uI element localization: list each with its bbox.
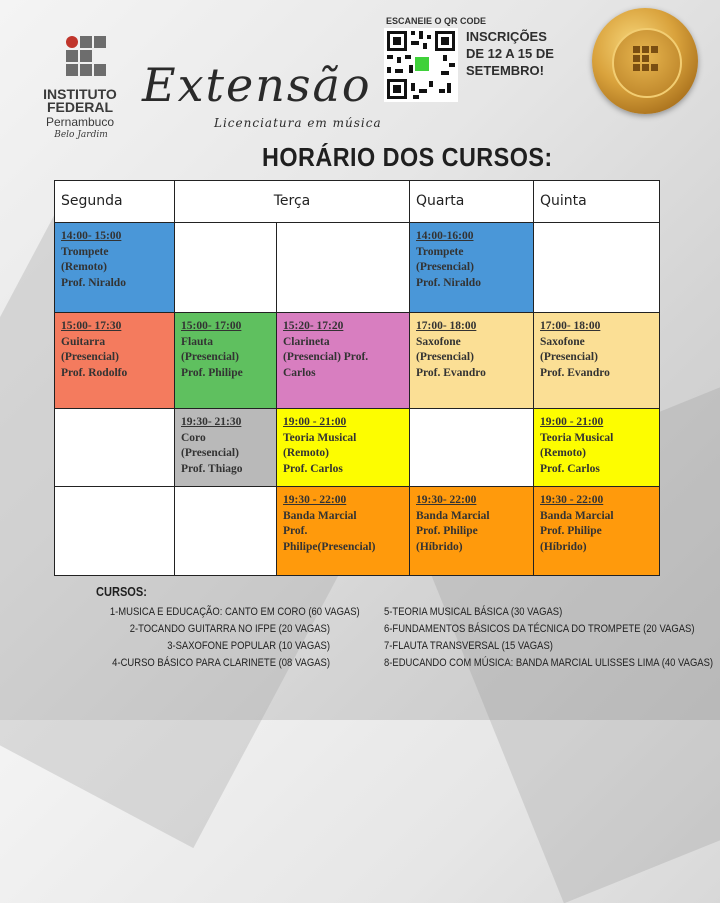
slot-line: Teoria Musical (283, 431, 357, 444)
schedule-slot (277, 409, 410, 487)
slot-line: (Presencial) Prof. (283, 351, 369, 363)
schedule-heading: HORÁRIO DOS CURSOS: (262, 142, 553, 172)
slot-time: 19:00 - 21:00 (540, 416, 604, 428)
day-header: Quinta (534, 181, 659, 223)
day-header: Terça (175, 181, 410, 223)
institution-state: Pernambuco (45, 115, 115, 129)
schedule-slot (277, 487, 410, 575)
slot-line: Prof. (283, 525, 308, 537)
slot-line: (Presencial) (181, 447, 239, 459)
registration-notice: INSCRIÇÕES DE 12 A 15 DE SETEMBRO! (466, 29, 554, 78)
slot-time: 15:00- 17:30 (61, 320, 122, 332)
courses-list-left (74, 604, 360, 672)
qr-label: ESCANEIE O QR CODE (386, 16, 487, 26)
slot-line: Guitarra (61, 335, 106, 348)
slot-time: 17:00- 18:00 (540, 320, 601, 332)
schedule-slot (410, 313, 534, 409)
slot-line: Banda Marcial (416, 509, 490, 522)
schedule-slot (534, 313, 659, 409)
slot-line: (Presencial) (540, 351, 598, 363)
slot-line: Prof. Rodolfo (61, 366, 128, 379)
slot-line: Trompete (61, 245, 109, 258)
schedule-slot (175, 409, 277, 487)
slot-time: 14:00- 15:00 (61, 230, 122, 242)
schedule-slot (277, 313, 410, 409)
brand-title: Extensão (142, 58, 372, 112)
slot-line: Prof. Philipe (181, 366, 243, 379)
slot-line: Saxofone (416, 335, 461, 348)
institution-name: INSTITUTO FEDERAL (43, 86, 117, 115)
course-item: 4-CURSO BÁSICO PARA CLARINETE (08 VAGAS) (112, 657, 330, 669)
course-item: 5-TEORIA MUSICAL BÁSICA (30 VAGAS) (384, 606, 563, 618)
schedule-slot (410, 223, 534, 313)
course-item: 3-SAXOFONE POPULAR (10 VAGAS) (167, 640, 330, 652)
slot-time: 15:00- 17:00 (181, 320, 242, 332)
slot-line: Prof. Niraldo (61, 276, 126, 289)
slot-line: Banda Marcial (283, 509, 357, 522)
schedule-slot (534, 487, 659, 575)
empty-slot (55, 487, 175, 575)
slot-line: Philipe(Presencial) (283, 540, 376, 553)
schedule-table (54, 180, 660, 576)
slot-line: (Híbrido) (540, 540, 587, 553)
slot-line: Clarineta (283, 335, 330, 348)
slot-line: Teoria Musical (540, 431, 614, 444)
qr-code-icon[interactable] (384, 28, 458, 102)
slot-line: (Remoto) (61, 261, 107, 273)
slot-line: Coro (181, 431, 206, 444)
slot-line: Prof. Philipe (416, 525, 478, 537)
slot-time: 19:00 - 21:00 (283, 416, 347, 428)
day-header: Segunda (55, 181, 175, 223)
slot-line: (Presencial) (416, 261, 474, 273)
slot-line: (Híbrido) (416, 540, 463, 553)
slot-line: Prof. Carlos (283, 462, 343, 475)
course-item: 7-FLAUTA TRANSVERSAL (15 VAGAS) (384, 640, 553, 652)
slot-line: (Presencial) (416, 351, 474, 363)
if-logo-icon (60, 36, 120, 86)
slot-time: 17:00- 18:00 (416, 320, 477, 332)
course-item: 1-MUSICA E EDUCAÇÃO: CANTO EM CORO (60 VAGAS) (109, 606, 360, 618)
day-header: Quarta (410, 181, 534, 223)
slot-line: (Remoto) (283, 447, 329, 459)
institution-campus: Belo Jardim (54, 130, 108, 140)
slot-line: Prof. Evandro (540, 366, 610, 379)
empty-slot (534, 223, 659, 313)
slot-line: Prof. Philipe (540, 525, 602, 537)
slot-line: (Presencial) (181, 351, 239, 363)
slot-line: Flauta (181, 335, 213, 348)
slot-line: (Presencial) (61, 351, 119, 363)
slot-time: 19:30- 22:00 (416, 494, 477, 506)
schedule-slot (410, 487, 534, 575)
slot-line: Prof. Niraldo (416, 276, 481, 289)
slot-line: Saxofone (540, 335, 585, 348)
schedule-slot (175, 313, 277, 409)
empty-slot (55, 409, 175, 487)
slot-line: Prof. Thiago (181, 462, 243, 475)
schedule-slot (55, 223, 175, 313)
slot-line: Prof. Carlos (540, 462, 600, 475)
slot-time: 19:30 - 22:00 (283, 494, 347, 506)
schedule-slot (534, 409, 659, 487)
empty-slot (277, 223, 410, 313)
slot-line: Carlos (283, 366, 316, 379)
slot-line: Trompete (416, 245, 464, 258)
courses-title: CURSOS: (96, 584, 147, 599)
courses-list-right (384, 604, 714, 672)
quality-seal-icon (592, 8, 698, 114)
schedule-slot (55, 313, 175, 409)
slot-line: Prof. Evandro (416, 366, 486, 379)
course-item: 8-EDUCANDO COM MÚSICA: BANDA MARCIAL ULISSES LIMA (40 VAGAS) (384, 657, 714, 669)
brand-subtitle: Licenciatura em música (214, 116, 382, 130)
empty-slot (410, 409, 534, 487)
slot-time: 14:00-16:00 (416, 230, 474, 242)
course-item: 2-TOCANDO GUITARRA NO IFPE (20 VAGAS) (129, 623, 330, 635)
course-item: 6-FUNDAMENTOS BÁSICOS DA TÉCNICA DO TROMPETE (20 VAGAS) (384, 623, 695, 635)
slot-time: 19:30 - 22:00 (540, 494, 604, 506)
empty-slot (175, 487, 277, 575)
slot-line: Banda Marcial (540, 509, 614, 522)
empty-slot (175, 223, 277, 313)
slot-line: (Remoto) (540, 447, 586, 459)
slot-time: 15:20- 17:20 (283, 320, 344, 332)
slot-time: 19:30- 21:30 (181, 416, 242, 428)
